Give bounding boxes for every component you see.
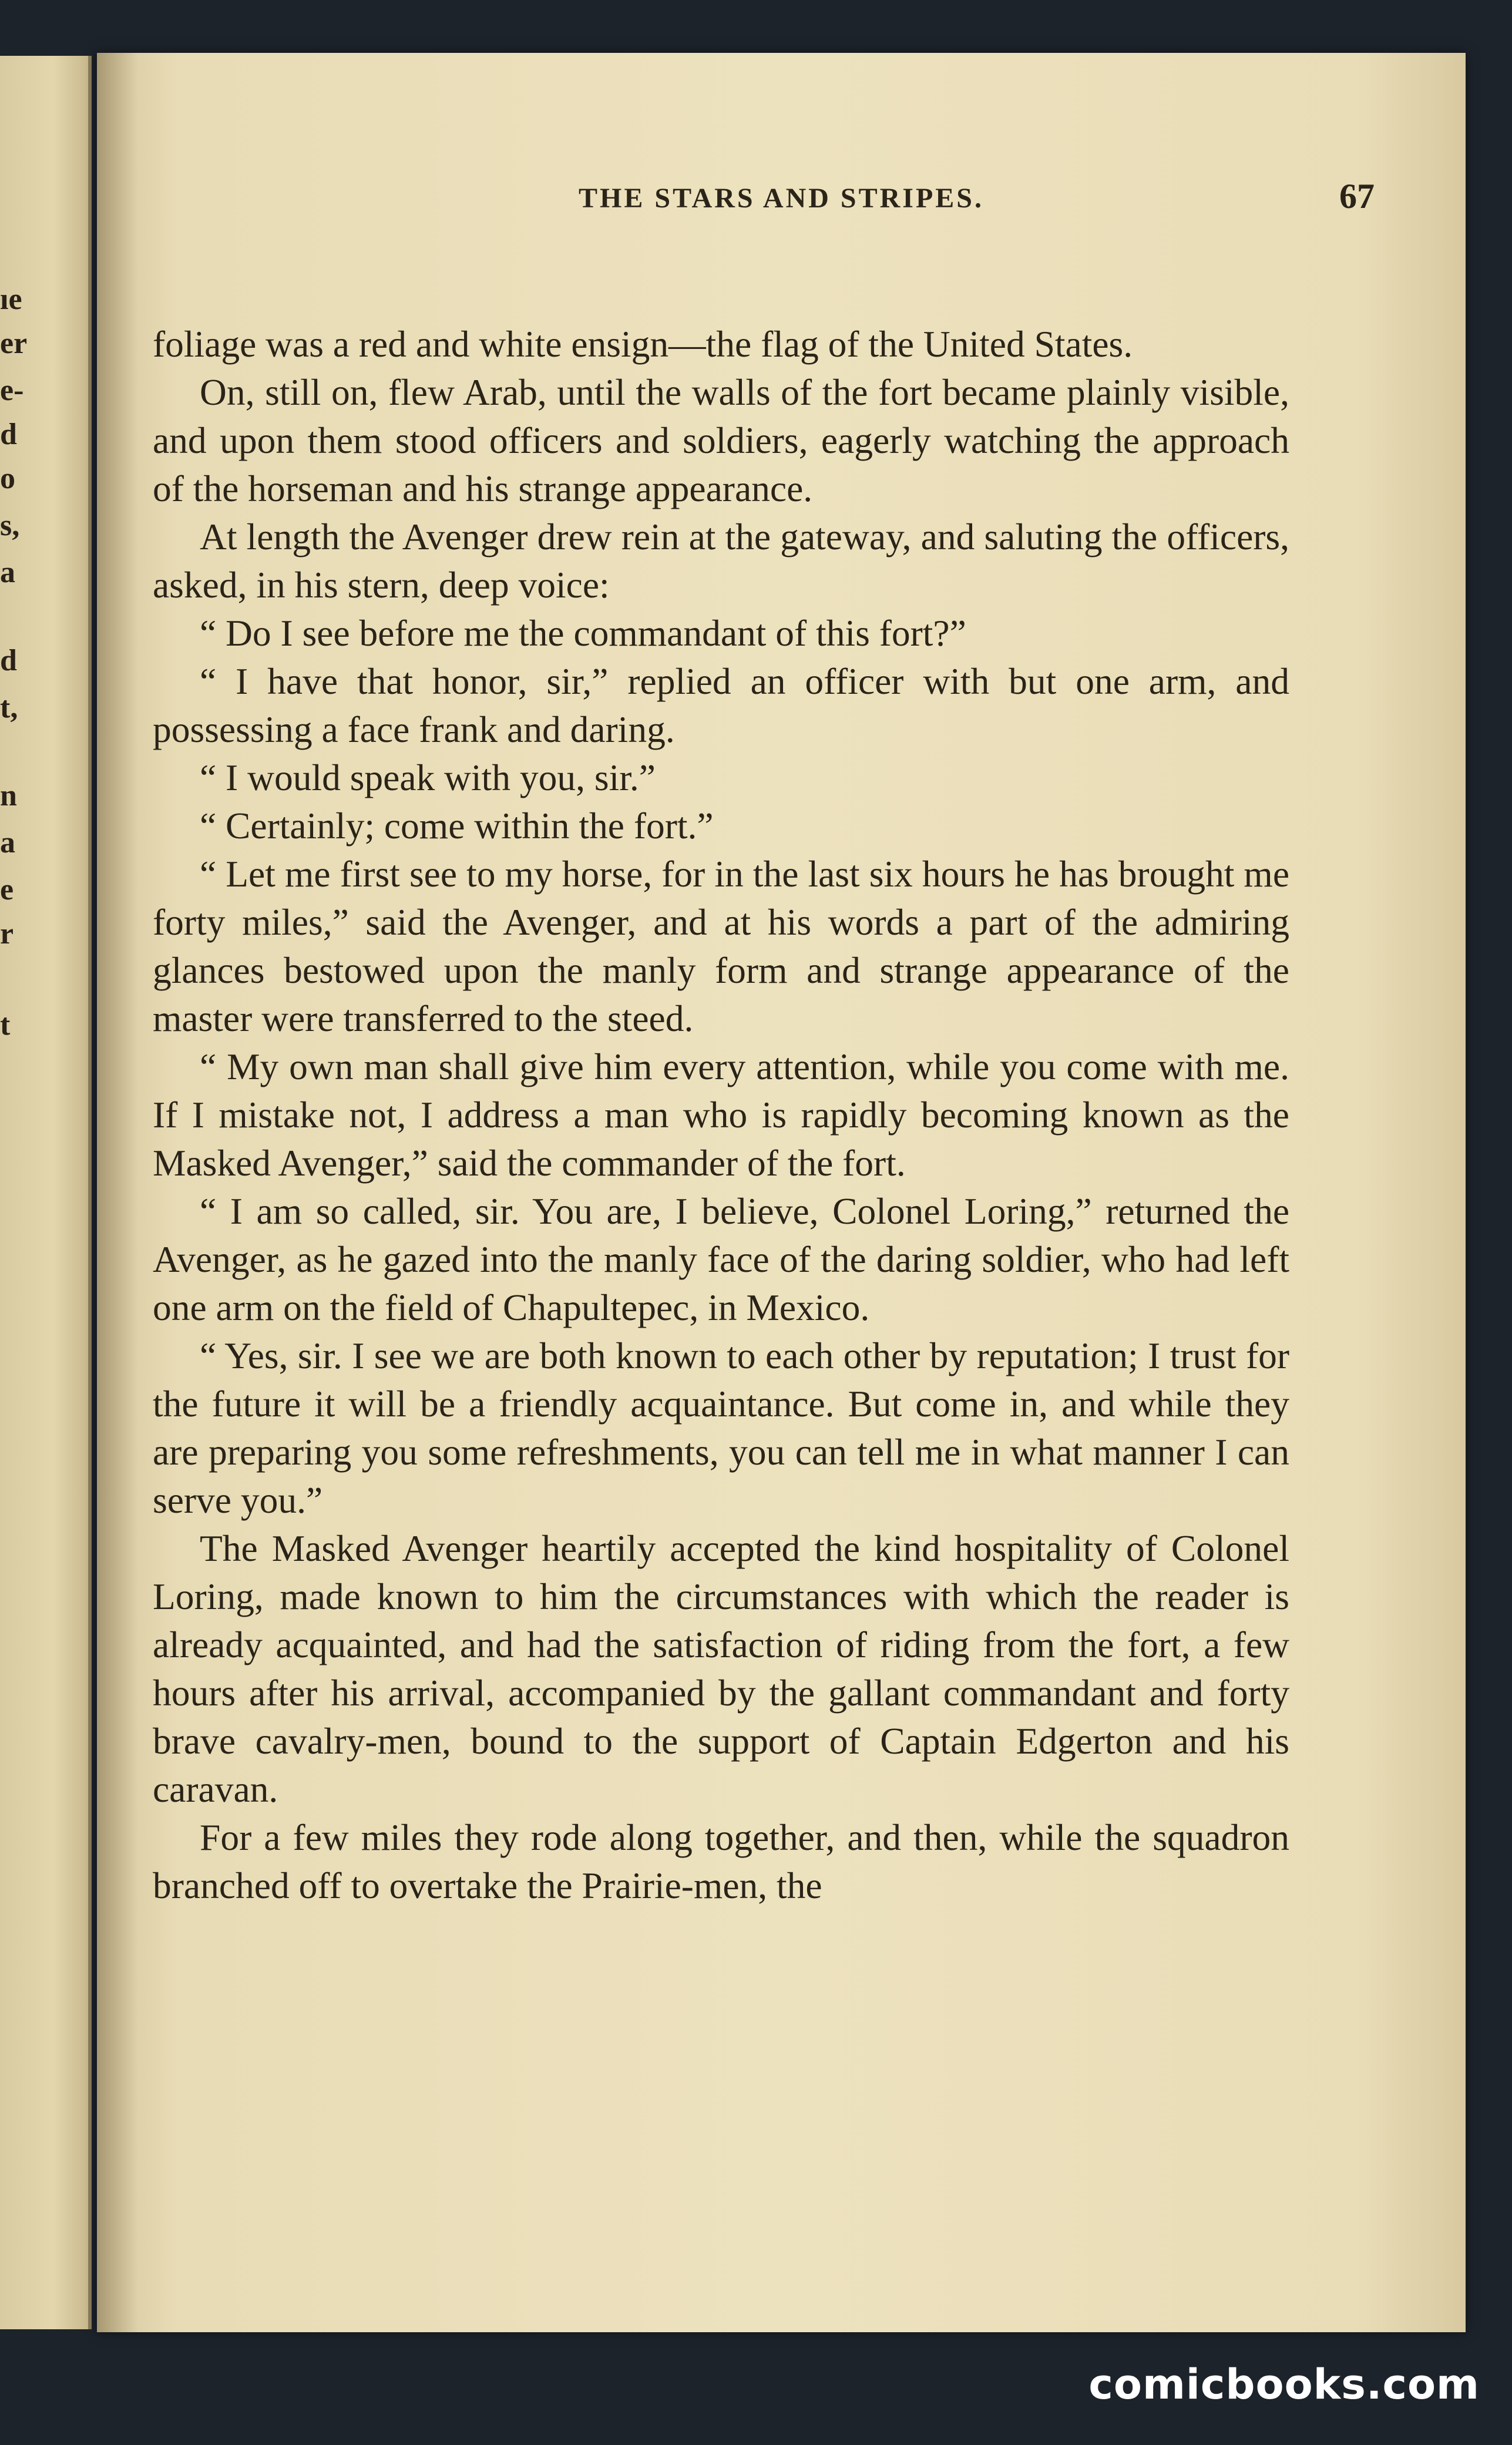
left-page-fragment: t	[0, 1008, 11, 1042]
paragraph: “ I am so called, sir. You are, I believe, Colonel Loring,” returned the Avenger, as he gazed into the manly face of the daring soldier, who had left one arm on the field of Chapultepec, in Mexico.	[153, 1190, 1289, 1328]
left-page-fragment: a	[0, 556, 15, 589]
paragraph: “ Certainly; come within the fort.”	[200, 805, 714, 847]
paragraph: For a few miles they rode along together, and then, while the squadron branched off to overtake the Prairie-men, the	[153, 1816, 1289, 1906]
spine-shadow	[97, 53, 138, 2332]
paragraph: “ I would speak with you, sir.”	[200, 757, 656, 798]
left-page-fragment: e	[0, 873, 14, 906]
paragraph: At length the Avenger drew rein at the gateway, and saluting the officers, asked, in his stern, deep voice:	[153, 516, 1289, 606]
paragraph: “ I have that honor, sir,” replied an officer with but one arm, and possessing a face frank and daring.	[153, 660, 1289, 750]
running-head: THE STARS AND STRIPES.	[579, 183, 984, 214]
left-page-fragment: e-	[0, 374, 24, 407]
paragraph: The Masked Avenger heartily accepted the kind hospitality of Colonel Loring, made known to him the circumstances with which the reader is already acquainted, and had the satisfaction of riding from the fort, a few hours after his arrival, accompanied by the gallant commandant and forty brave cavalry-men, bound to the support of Captain Edgerton and his caravan.	[153, 1527, 1289, 1810]
page-number: 67	[1339, 177, 1375, 216]
left-page-fragment: n	[0, 779, 17, 812]
left-page-fragment: t,	[0, 691, 18, 724]
left-page-fragment: d	[0, 418, 17, 451]
paragraph: On, still on, flew Arab, until the walls of the fort became plainly visible, and upon them stood officers and soldiers, eagerly watching the approach of the horseman and his strange appearance.	[153, 371, 1289, 509]
site-watermark: comicbooks.com	[1088, 2360, 1480, 2409]
paragraph: “ Do I see before me the commandant of this fort?”	[200, 612, 966, 654]
left-page-fragment: d	[0, 644, 17, 677]
left-page-fragment: a	[0, 826, 15, 859]
left-page-fragment: ıe	[0, 283, 22, 316]
left-page-fragment: s,	[0, 509, 20, 542]
left-page-fragment: o	[0, 462, 15, 495]
paragraph: “ My own man shall give him every attention, while you come with me. If I mistake not, I address a man who is rapidly becoming known as the Masked Avenger,” said the commander of the fort.	[153, 1046, 1289, 1184]
paragraph: “ Let me first see to my horse, for in the last six hours he has brought me forty miles,” said the Avenger, and at his words a part of the admiring glances bestowed upon the manly form and strange appearance of the master were transferred to the steed.	[153, 853, 1289, 1039]
paragraph: “ Yes, sir. I see we are both known to each other by reputation; I trust for the future it will be a friendly acquaintance. But come in, and while they are preparing you some refreshments, you can tell me in what manner I can serve you.”	[153, 1335, 1289, 1521]
left-page-fragment: r	[0, 917, 14, 951]
left-page-fragment: er	[0, 327, 28, 360]
paragraph: foliage was a red and white ensign—the flag of the United States.	[153, 323, 1133, 365]
body-text	[153, 320, 1289, 1910]
previous-page-edge	[0, 56, 92, 2329]
book-page	[97, 53, 1466, 2332]
